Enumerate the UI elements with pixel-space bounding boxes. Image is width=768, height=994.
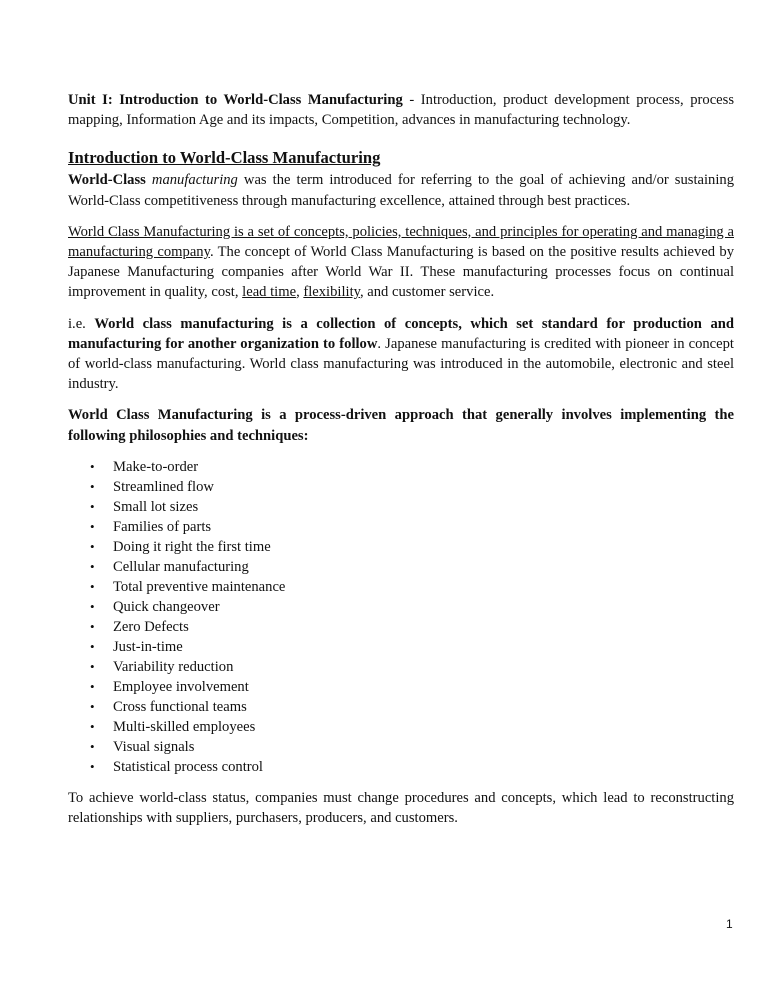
- concept-end: , and customer service.: [359, 284, 495, 301]
- section-heading: Introduction to World-Class Manufacturing: [68, 148, 381, 168]
- bullet-icon: •: [90, 598, 95, 614]
- bullet-icon: •: [90, 538, 95, 554]
- list-item-label: Doing it right the first time: [113, 538, 271, 555]
- page-number: 1: [726, 917, 733, 931]
- list-item-label: Total preventive maintenance: [113, 578, 286, 595]
- concept-underlined: World Class Manufacturing is a set of concepts, policies, techniques, and principles for operating and managing a manufacturing company: [68, 223, 734, 261]
- list-item: [68, 457, 734, 477]
- bullet-icon: •: [90, 758, 95, 774]
- list-item-label: Streamlined flow: [113, 478, 214, 495]
- list-item-label: Just-in-time: [113, 638, 183, 655]
- list-item-label: Zero Defects: [113, 618, 189, 635]
- list-item-label: Visual signals: [113, 738, 195, 755]
- list-item-label: Cellular manufacturing: [113, 558, 249, 575]
- list-item-label: Statistical process control: [113, 758, 263, 775]
- bullet-icon: •: [90, 558, 95, 574]
- list-item-label: Families of parts: [113, 518, 212, 535]
- bullet-icon: •: [90, 738, 95, 754]
- list-item-label: Employee involvement: [113, 678, 249, 695]
- list-item-label: Cross functional teams: [113, 698, 247, 715]
- concept-text: . The concept of World Class Manufacturing is based on the positive results achieved by Japanese Manufacturing companies after World War II. These manufacturing processes focus on continual improvement in quality, cost,: [68, 244, 734, 301]
- concept-sep: ,: [296, 284, 304, 301]
- bullet-icon: •: [90, 498, 95, 514]
- list-item: [68, 637, 734, 657]
- list-item: [68, 597, 734, 617]
- link-lead-time[interactable]: lead time: [242, 284, 297, 301]
- unit-title: Unit I: Introduction to World-Class Manufacturing: [68, 92, 403, 108]
- list-item: [68, 737, 734, 757]
- bullet-icon: •: [90, 618, 95, 634]
- ie-prefix: i.e.: [68, 315, 95, 332]
- link-flexibility[interactable]: flexibility: [303, 284, 360, 301]
- ie-bold: World class manufacturing is a collection of concepts, which set standard for production and manufacturing for another organization to follow: [68, 315, 734, 352]
- list-item: [68, 677, 734, 697]
- list-item: [68, 577, 734, 597]
- list-item: [68, 557, 734, 577]
- list-item-label: Make-to-order: [113, 458, 199, 475]
- list-item: [68, 617, 734, 637]
- list-item: [68, 517, 734, 537]
- bullet-icon: •: [90, 578, 95, 594]
- unit-text: - Introduction, product development process, process mapping, Information Age and its impacts, Competition, advances in manufacturing technology.: [68, 92, 735, 129]
- definition-text: was the term introduced for referring to the goal of achieving and/or sustaining World-Class competitiveness through manufacturing excellence, attained through best practices.: [68, 172, 734, 209]
- bullet-icon: •: [90, 638, 95, 654]
- unit-intro: [68, 90, 734, 130]
- document-page: [68, 90, 734, 839]
- bullet-icon: •: [90, 458, 95, 474]
- list-item: [68, 697, 734, 717]
- list-item: [68, 717, 734, 737]
- bullet-icon: •: [90, 658, 95, 674]
- list-item: [68, 497, 734, 517]
- list-item-label: Small lot sizes: [113, 498, 199, 515]
- list-item-label: Quick changeover: [113, 598, 220, 615]
- paragraph-ie: [68, 314, 734, 395]
- definition-italic: manufacturing: [151, 172, 238, 189]
- paragraph-approach: World Class Manufacturing is a process-driven approach that generally involves implementing the following philosophies and techniques:: [68, 407, 734, 444]
- bullet-icon: •: [90, 478, 95, 494]
- list-item-label: Multi-skilled employees: [113, 718, 256, 735]
- paragraph-concept: [68, 222, 734, 303]
- definition-term: World-Class: [68, 172, 146, 189]
- list-item: [68, 537, 734, 557]
- list-item: [68, 757, 734, 777]
- bullet-icon: •: [90, 678, 95, 694]
- paragraph-conclusion: To achieve world-class status, companies must change procedures and concepts, which lead to reconstructing relationships with suppliers, purchasers, producers, and customers.: [68, 789, 734, 827]
- list-item: [68, 657, 734, 677]
- philosophies-list: [68, 457, 734, 777]
- list-item-label: Variability reduction: [113, 658, 234, 675]
- paragraph-definition: [68, 170, 734, 210]
- ie-rest: . Japanese manufacturing is credited with pioneer in concept of world-class manufacturing. World class manufacturing was introduced in the automobile, electronic and steel industry.: [68, 335, 734, 393]
- bullet-icon: •: [90, 718, 95, 734]
- bullet-icon: •: [90, 518, 95, 534]
- bullet-icon: •: [90, 698, 95, 714]
- list-item: [68, 477, 734, 497]
